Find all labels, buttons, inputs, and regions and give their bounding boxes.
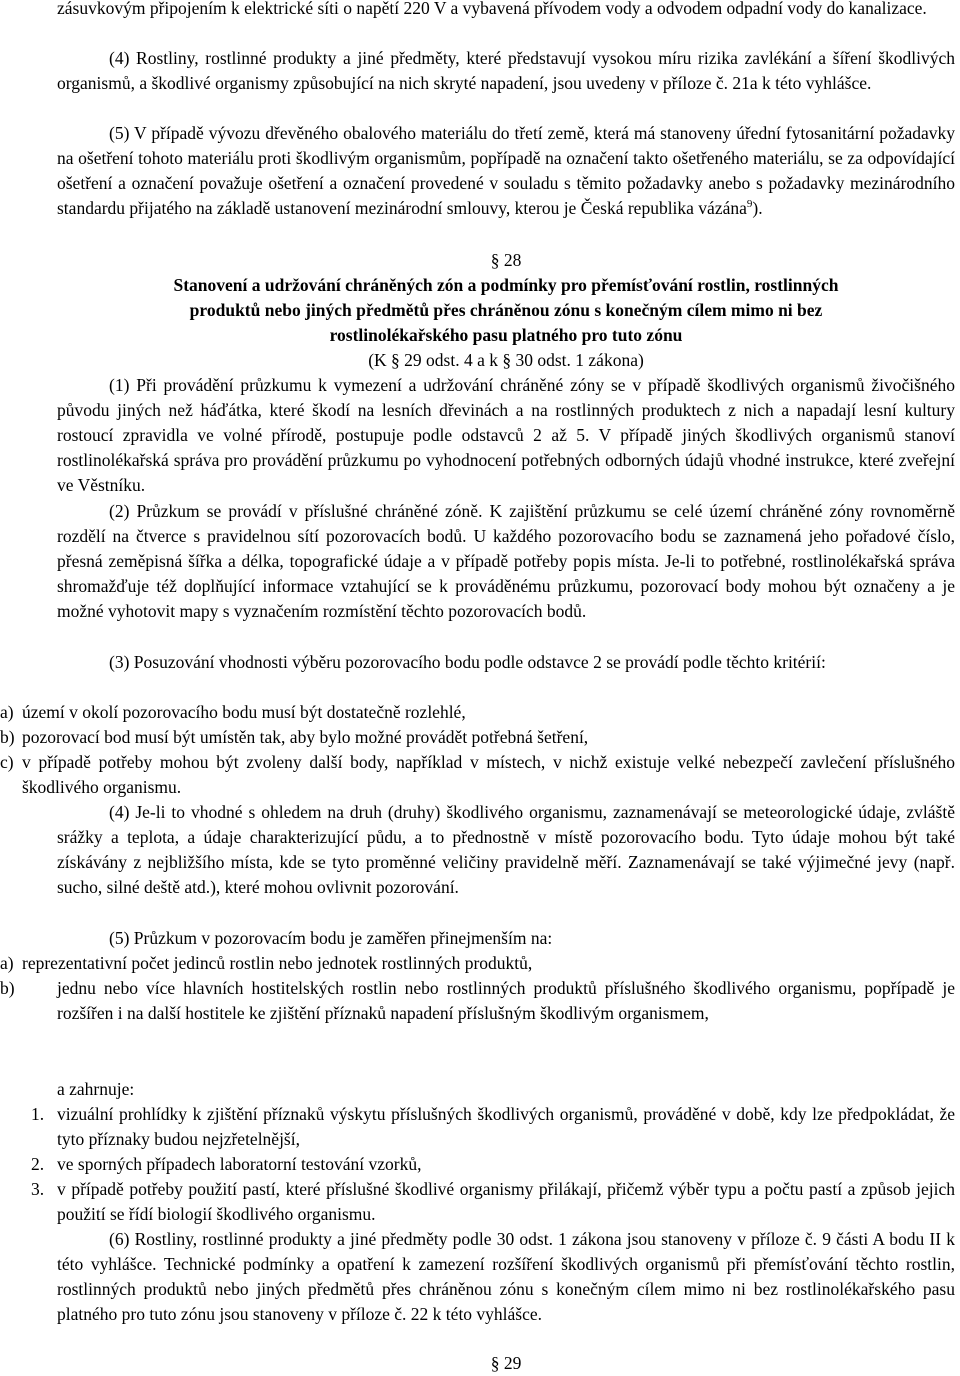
list-item-label: c) (0, 752, 14, 772)
list-item-label: 3. (31, 1179, 45, 1199)
section-reference: (K § 29 odst. 4 a k § 30 odst. 1 zákona) (368, 350, 644, 370)
footnote-ref: 9 (746, 198, 753, 211)
section-paragraph-6: (6) Rostliny, rostlinné produkty a jiné předměty podle 30 odst. 1 zákona jsou stanoveny v příloze č. 9 části A bodu II k této vyhlášce. Technické podmínky a opatření k zamezení rozšíření škodlivých organismů při přemísťování těchto rostlin, rostlinných produktů nebo jiných předmětů přes chráněnou zónu s konečným cílem mimo ni bez rostlinolékařského pasu platného pro tuto zónu jsou stanoveny v příloze č. 22 k této vyhlášce. (57, 1229, 955, 1324)
continuation-text: zásuvkovým připojením k elektrické síti o napětí 220 V a vybavená přívodem vody a odvodem odpadní vody do kanalizace. (57, 0, 927, 18)
next-section-number: § 29 (490, 1353, 522, 1373)
section-title-line2: produktů nebo jiných předmětů přes chráněnou zónu s konečným cílem mimo ni bez (189, 300, 823, 320)
paragraph-5 (57, 121, 955, 221)
section-paragraph-3: (3) Posuzování vhodnosti výběru pozorovacího bodu podle odstavce 2 se provádí podle těchto kritérií: (109, 652, 826, 672)
list-item-text: ve sporných případech laboratorní testování vzorků, (57, 1154, 422, 1174)
list-item-text: území v okolí pozorovacího bodu musí být dostatečně rozlehlé, (22, 702, 466, 722)
list-item-text-content: v případě potřeby mohou být zvoleny další body, například v místech, v nichž existuje velké nebezpečí zavlečení příslušného škodlivého organismu. (22, 752, 955, 797)
list-item-label: 1. (31, 1104, 45, 1124)
list-item-text (57, 1102, 955, 1152)
section-paragraph-2: (2) Průzkum se provádí v příslušné chráněné zóně. K zajištění průzkumu se celé území chráněné zóny rovnoměrně rozdělí na čtverce s pravidelnou sítí pozorovacích bodů. U každého pozorovacího bodu se zaznamená jeho pořadové číslo, přesná zeměpisná šířka a délka, topografické údaje a v případě potřeby popis místa. Je-li to potřebné, rostlinolékařská správa shromažďuje též doplňující informace vztahující se k prováděnému průzkumu, pozorovací body mohou být označeny a je možné vyhotovit mapy s vyznačením rozmístění těchto pozorovacích bodů. (57, 501, 955, 621)
list-item-text: reprezentativní počet jedinců rostlin nebo jednotek rostlinných produktů, (22, 953, 533, 973)
section-title-line1: Stanovení a udržování chráněných zón a podmínky pro přemísťování rostlin, rostlinných (173, 275, 839, 295)
list-item-text (22, 750, 955, 800)
list-item-text (57, 1177, 955, 1227)
paragraph-5-text: (5) V případě vývozu dřevěného obalového materiálu do třetí země, která má stanoveny úřední fytosanitární požadavky na ošetření tohoto materiálu proti škodlivým organismům, popřípadě na označení takto ošetřeného materiálu, se za odpovídající ošetření a označení považuje ošetření a označení provedené v souladu s těmito požadavky anebo s požadavky mezinárodního standardu přijatého na základě ustanovení mezinárodní smlouvy, kterou je Česká republika vázána (57, 123, 955, 218)
list-item-label: a) (0, 953, 14, 973)
list-item-text-content: vizuální prohlídky k zjištění příznaků výskytu příslušných škodlivých organismů, prováděné v době, kdy lze předpokládat, že tyto příznaky budou nejzřetelnější, (57, 1104, 955, 1149)
paragraph-5-end: ). (752, 198, 763, 218)
list-item-label: b) (0, 727, 15, 747)
section-title-line3: rostlinolékařského pasu platného pro tuto zónu (329, 325, 683, 345)
list-item-label: a) (0, 702, 14, 722)
list-item-label: b) (0, 978, 15, 998)
list-item-text-content: jednu nebo více hlavních hostitelských rostlin nebo rostlinných produktů příslušného škodlivého organismu, popřípadě je rozšířen i na další hostitele ke zjištění příznaků napadení příslušným škodlivým organismem, (57, 978, 955, 1023)
section-number: § 28 (490, 250, 522, 270)
includes-label: a zahrnuje: (57, 1079, 135, 1099)
list-item-label: 2. (31, 1154, 45, 1174)
section-paragraph-1: (1) Při provádění průzkumu k vymezení a udržování chráněné zóny se v případě škodlivých organismů živočišného původu jiných než háďátka, které škodí na lesních dřevinách a na rostlinných produktech z nich a napadají lesní kultury rostoucí zpravidla ve volné přírodě, postupuje podle odstavců 2 až 5. V případě jiných škodlivých organismů stanoví rostlinolékařská správa pro provádění průzkumu po vyhodnocení potřebných odborných údajů vhodné instrukce, které zveřejní ve Věstníku. (57, 375, 955, 495)
section-paragraph-4: (4) Je-li to vhodné s ohledem na druh (druhy) škodlivého organismu, zaznamenávají se meteorologické údaje, zvláště srážky a teplota, a údaje charakterizující půdu, a to přednostně v místě pozorovacího bodu. Tyto údaje mohou být také získávány z nejbližšího místa, kde se tyto proměnné veličiny pravidelně měří. Zaznamenávají se také výjimečné jevy (např. sucho, silné deště atd.), které mohou ovlivnit pozorování. (57, 802, 955, 897)
section-paragraph-5: (5) Průzkum v pozorovacím bodu je zaměřen přinejmenším na: (109, 928, 553, 948)
list-item-text-content: v případě potřeby použití pastí, které příslušné škodlivé organismy přilákají, přičemž výběr typu a počtu pastí a způsob jejich použití se řídí biologií škodlivého organismu. (57, 1179, 955, 1224)
list-item-text: pozorovací bod musí být umístěn tak, aby bylo možné provádět potřebná šetření, (22, 727, 589, 747)
paragraph-4: (4) Rostliny, rostlinné produkty a jiné předměty, které představují vysokou míru rizika zavlékání a šíření škodlivých organismů, a škodlivé organismy způsobující na nich skryté napadení, jsou uvedeny v příloze č. 21a k této vyhlášce. (57, 48, 955, 93)
list-item-text (57, 976, 955, 1026)
